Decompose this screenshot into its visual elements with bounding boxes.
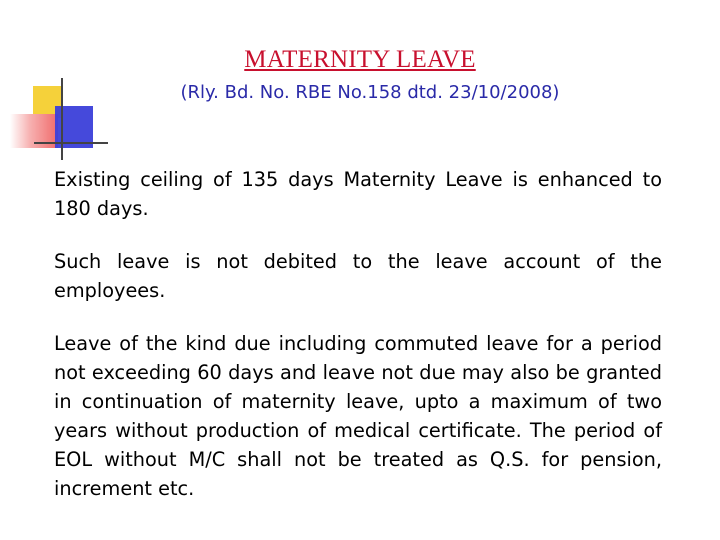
slide-subtitle: (Rly. Bd. No. RBE No.158 dtd. 23/10/2008)	[180, 82, 560, 103]
paragraph-ceiling: Existing ceiling of 135 days Maternity Leave is enhanced to 180 days.	[54, 168, 662, 220]
paragraph-leave-kind: Leave of the kind due including commuted leave for a period not exceeding 60 days and leave not due may also be granted in continuation of maternity leave, upto a maximum of two years without production of medical certificate. The period of EOL without M/C shall not be treated as Q.S. for pension, increment etc.	[54, 332, 662, 500]
paragraph-not-debited: Such leave is not debited to the leave account of the employees.	[54, 250, 662, 302]
slide-title: MATERNITY LEAVE	[244, 46, 476, 73]
horizontal-rule	[34, 142, 108, 144]
slide-body	[54, 165, 662, 527]
